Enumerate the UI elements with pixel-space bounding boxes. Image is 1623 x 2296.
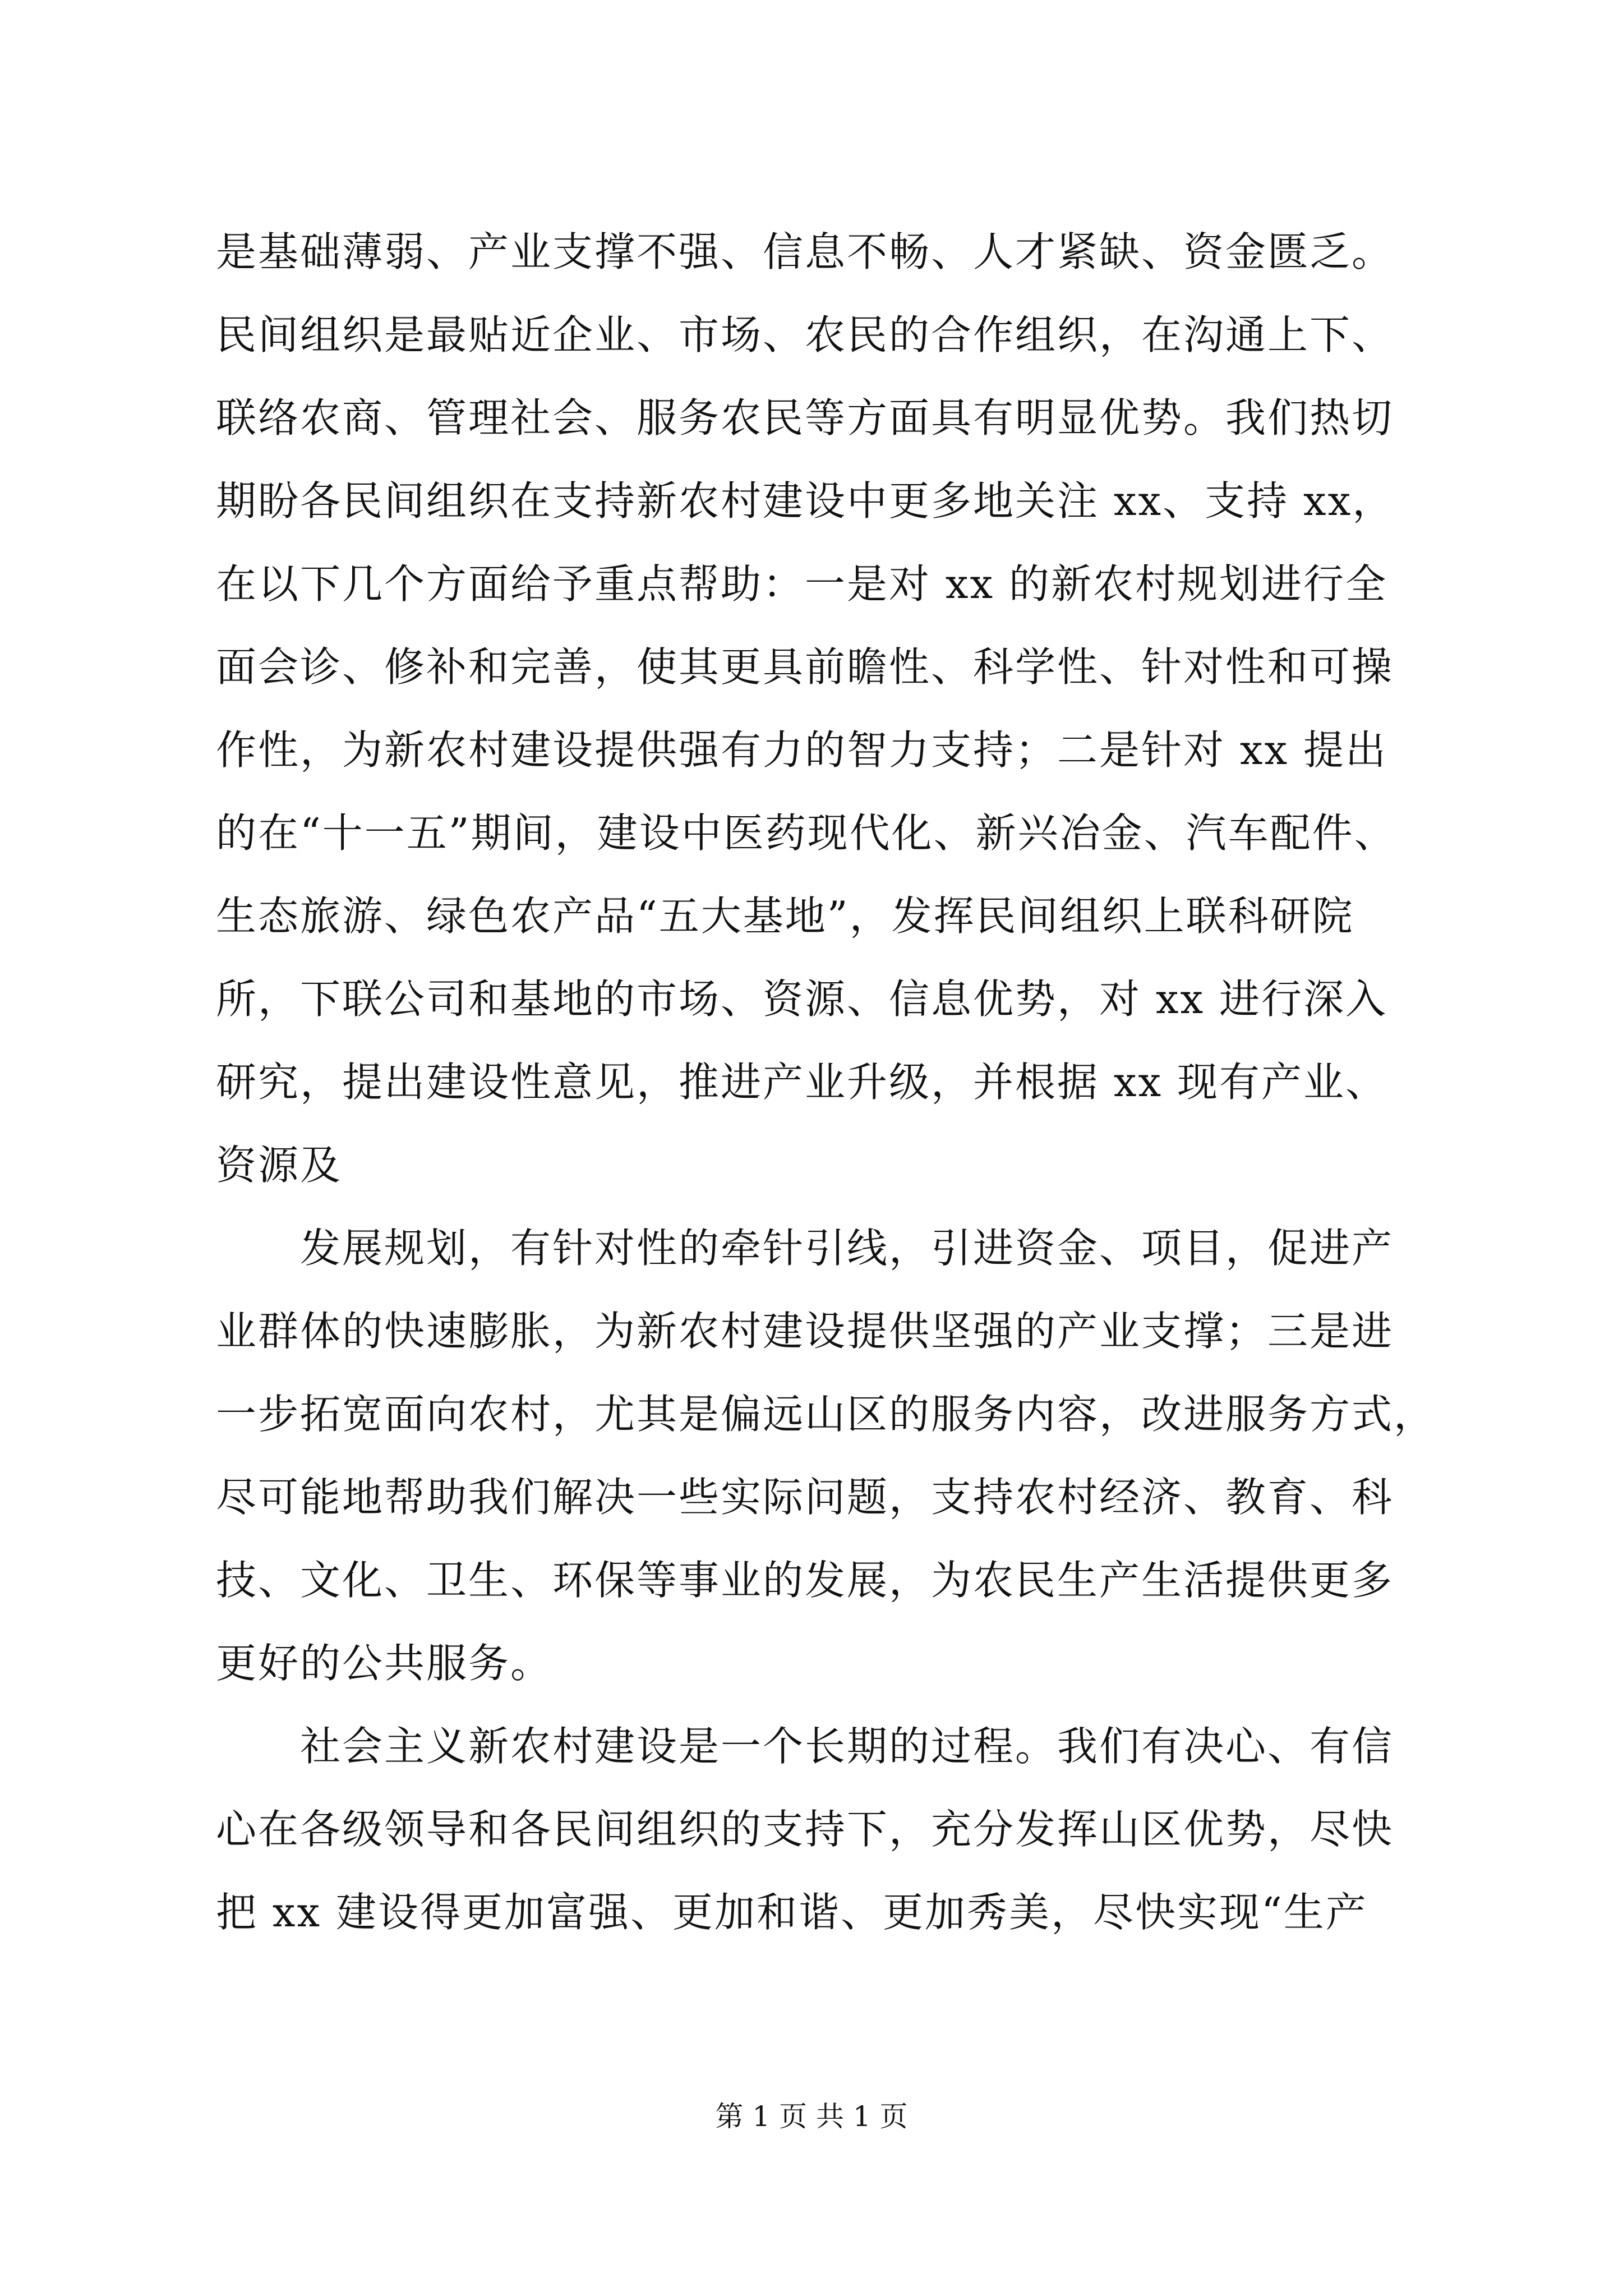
text-line: 民间组织是最贴近企业、市场、农民的合作组织，在沟通上下、 [216, 311, 1394, 358]
text-line: 发展规划，有针对性的牵针引线，引进资金、项目，促进产 [300, 1225, 1394, 1272]
text-line: 心在各级领导和各民间组织的支持下，充分发挥山区优势，尽快 [216, 1806, 1394, 1853]
text-line: 社会主义新农村建设是一个长期的过程。我们有决心、有信 [300, 1723, 1394, 1770]
text-line: 是基础薄弱、产业支撑不强、信息不畅、人才紧缺、资金匮乏。 [216, 228, 1394, 275]
text-line: 的在“十一五”期间，建设中医药现代化、新兴冶金、汽车配件、 [216, 809, 1396, 857]
text-line: 业群体的快速膨胀，为新农村建设提供坚强的产业支撑；三是进 [216, 1308, 1394, 1355]
text-line: 尽可能地帮助我们解决一些实际问题，支持农村经济、教育、科 [216, 1474, 1394, 1521]
text-line: 资源及 [216, 1142, 343, 1189]
text-line: 期盼各民间组织在支持新农村建设中更多地关注 xx、支持 xx， [216, 477, 1395, 524]
text-line: 技、文化、卫生、环保等事业的发展，为农民生产生活提供更多 [216, 1557, 1394, 1604]
page-footer: 第 1 页 共 1 页 [715, 2100, 908, 2133]
document-body [216, 210, 1436, 1954]
text-line: 联络农商、管理社会、服务农民等方面具有明显优势。我们热切 [216, 394, 1394, 441]
text-line: 更好的公共服务。 [216, 1640, 553, 1687]
text-line: 把 xx 建设得更加富强、更加和谐、更加秀美，尽快实现“生产 [216, 1889, 1368, 1936]
text-line: 一步拓宽面向农村，尤其是偏远山区的服务内容，改进服务方式， [216, 1391, 1436, 1438]
text-line: 研究，提出建设性意见，推进产业升级，并根据 xx 现有产业、 [216, 1059, 1387, 1106]
text-line: 作性，为新农村建设提供强有力的智力支持；二是针对 xx 提出 [216, 726, 1387, 774]
text-line: 所，下联公司和基地的市场、资源、信息优势，对 xx 进行深入 [216, 976, 1387, 1023]
text-line: 在以下几个方面给予重点帮助：一是对 xx 的新农村规划进行全 [216, 560, 1387, 608]
text-line: 面会诊、修补和完善，使其更具前瞻性、科学性、针对性和可操 [216, 643, 1394, 691]
text-line: 生态旅游、绿色农产品“五大基地”，发挥民间组织上联科研院 [216, 892, 1354, 940]
